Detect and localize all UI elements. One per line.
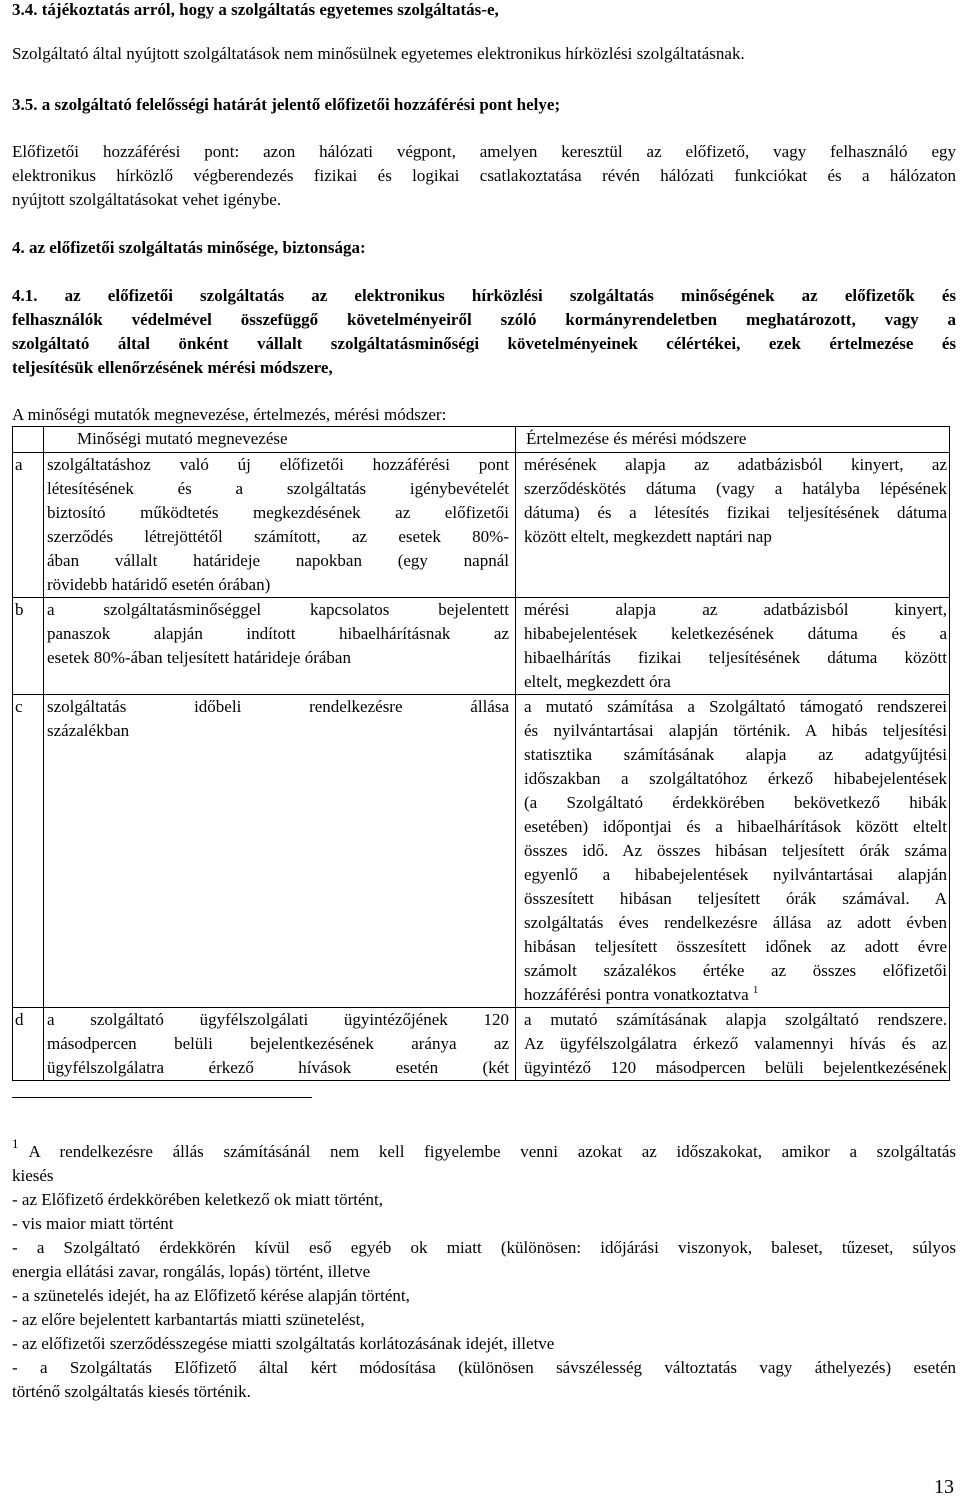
- footnote-line: - vis maior miatt történt: [12, 1214, 174, 1233]
- section-3-4-text: Szolgáltató által nyújtott szolgáltatások nem minősülnek egyetemes elektronikus hírközlési szolgáltatásnak.: [12, 44, 745, 63]
- footnote-separator: [12, 1097, 312, 1098]
- paragraph-line: szolgáltató által önként vállalt szolgáltatásminőségi követelményeinek célértékei, ezek értelmezése és: [12, 334, 956, 353]
- section-3-5-heading: 3.5. a szolgáltató felelősségi határát jelentő előfizetői hozzáférési pont helye;: [12, 95, 561, 114]
- section-4-1-paragraph: [12, 284, 956, 380]
- cell-line: esetek 80%-ában teljesített határideje órában: [47, 648, 351, 667]
- cell-line: biztosító működtetés megkezdésének az előfizetői: [47, 503, 509, 522]
- footnote-line: energia ellátási zavar, rongálás, lopás) történt, illetve: [12, 1262, 371, 1281]
- cell-line: (a Szolgáltató érdekkörében bekövetkező hibák: [524, 793, 947, 812]
- table-caption: A minőségi mutatók megnevezése, értelmezés, mérési módszer:: [12, 405, 447, 424]
- cell-line: esetében) időpontjai és a hibaelhárítások között eltelt: [524, 817, 947, 836]
- section-3-5-paragraph: [12, 140, 956, 212]
- cell-line: hibaelhárítás fizikai teljesítésének dátuma között: [524, 648, 947, 667]
- cell-line: másodpercen belüli bejelentkezésének aránya az: [47, 1034, 509, 1053]
- cell-line: százalékban: [47, 721, 130, 740]
- indicator-method-cell: [516, 453, 950, 598]
- footnote-mark: 1: [12, 1136, 19, 1151]
- paragraph-line: elektronikus hírközlő végberendezés fizikai és logikai csatlakoztatása révén hálózati funkciókat és a hálózaton: [12, 166, 956, 185]
- indicator-name-cell: [44, 695, 516, 1008]
- cell-line: hibabejelentések keletkezésének dátuma és a: [524, 624, 947, 643]
- paragraph-line: Előfizetői hozzáférési pont: azon hálózati végpont, amelyen keresztül az előfizető, vagy felhasználó egy: [12, 142, 956, 161]
- indicator-method-cell: [516, 695, 950, 1008]
- cell-line: szolgáltatáshoz való új előfizetői hozzáférési pont: [47, 455, 509, 474]
- table-row: [13, 453, 950, 598]
- table-header-row: [13, 427, 950, 453]
- paragraph-line: nyújtott szolgáltatásokat vehet igénybe.: [12, 190, 282, 209]
- row-letter: c: [13, 695, 44, 1008]
- table-row: [13, 598, 950, 695]
- cell-line: mérési alapja az adatbázisból kinyert,: [524, 600, 947, 619]
- indicator-method-cell: [516, 598, 950, 695]
- cell-line: egyenlő a hibabejelentések nyilvántartásai alapján: [524, 865, 947, 884]
- header-method-cell: Értelmezése és mérési módszere: [516, 427, 950, 453]
- cell-line: időszakban a szolgáltatóhoz érkező hibabejelentések: [524, 769, 947, 788]
- footnote-line: [12, 1136, 956, 1164]
- footnote-reference: 1: [752, 984, 759, 996]
- page-number: 13: [934, 1476, 954, 1498]
- cell-line: számolt százalékos értéke az összes előfizetői: [524, 961, 947, 980]
- row-letter: a: [13, 453, 44, 598]
- footnote-line: - a Szolgáltatás Előfizető által kért módosítása (különösen sávszélesség változtatás vagy áthelyezés) esetén: [12, 1358, 956, 1377]
- cell-line: Az ügyfélszolgálatra érkező valamennyi hívás és az: [524, 1034, 947, 1053]
- footnote-line: történő szolgáltatás kiesés történik.: [12, 1382, 251, 1401]
- cell-line: összes idő. Az összes hibásan teljesített órák száma: [524, 841, 947, 860]
- cell-line: létesítésének és a szolgáltatás igénybevételét: [47, 479, 509, 498]
- cell-line: és nyilvántartásai alapján történik. A hibás teljesítési: [524, 721, 947, 740]
- cell-line: a szolgáltató ügyfélszolgálati ügyintézőjének 120: [47, 1010, 509, 1029]
- footnote-line: - a Szolgáltató érdekkörén kívül eső egyéb ok miatt (különösen: időjárási viszonyok, baleset, tűzeset, súlyos: [12, 1238, 956, 1257]
- cell-line: rövidebb határidő esetén órában): [47, 575, 271, 594]
- footnote-line: - a szünetelés idejét, ha az Előfizető kérése alapján történt,: [12, 1286, 410, 1305]
- section-3-4-heading: 3.4. tájékoztatás arról, hogy a szolgáltatás egyetemes szolgáltatás-e,: [12, 0, 499, 19]
- cell-line: mérésének alapja az adatbázisból kinyert, az: [524, 455, 947, 474]
- footnote-line: - az előfizetői szerződésszegése miatti szolgáltatás korlátozásának idejét, illetve: [12, 1334, 555, 1353]
- quality-indicators-table: [12, 426, 950, 1081]
- indicator-name-cell: [44, 1008, 516, 1081]
- cell-line: szerződés létrejöttétől számított, az esetek 80%-: [47, 527, 509, 546]
- cell-line: között eltelt, megkezdett naptári nap: [524, 527, 772, 546]
- cell-line: eltelt, megkezdett óra: [524, 672, 671, 691]
- footnote-line: kiesés: [12, 1166, 54, 1185]
- cell-line: a szolgáltatásminőséggel kapcsolatos bejelentett: [47, 600, 509, 619]
- paragraph-line: felhasználók védelmével összefüggő követelményeiről szóló kormányrendeletben meghatározott, vagy a: [12, 310, 956, 329]
- cell-line: dátuma) és a létesítés fizikai teljesítésének dátuma: [524, 503, 947, 522]
- cell-line: panaszok alapján indított hibaelhárításnak az: [47, 624, 509, 643]
- cell-text: hozzáférési pontra vonatkoztatva: [524, 985, 749, 1004]
- indicator-method-cell: [516, 1008, 950, 1081]
- cell-line: a mutató számításának alapja szolgáltató rendszere.: [524, 1010, 947, 1029]
- footnote-line: - az Előfizető érdekkörében keletkező ok miatt történt,: [12, 1190, 384, 1209]
- cell-line: szerződéskötés dátuma (vagy a hatályba lépésének: [524, 479, 947, 498]
- header-name-cell: Minőségi mutató megnevezése: [44, 427, 516, 453]
- section-4-heading: 4. az előfizetői szolgáltatás minősége, biztonsága:: [12, 238, 366, 257]
- indicator-name-cell: [44, 453, 516, 598]
- cell-line: ügyfélszolgálatra érkező hívások esetén (két: [47, 1058, 509, 1077]
- header-letter-cell: [13, 427, 44, 453]
- cell-line: a mutató számítása a Szolgáltató támogató rendszerei: [524, 697, 947, 716]
- indicator-name-cell: [44, 598, 516, 695]
- row-letter: d: [13, 1008, 44, 1081]
- cell-line: ügyintéző 120 másodpercen belüli bejelentkezésének: [524, 1058, 947, 1077]
- cell-line: szolgáltatás éves rendelkezésre állása az adott évben: [524, 913, 947, 932]
- footnote-text: A rendelkezésre állás számításánál nem kell figyelembe venni azokat az időszakokat, amikor a szolgáltatás: [28, 1142, 956, 1161]
- table-row: [13, 695, 950, 1008]
- footnote: [12, 1136, 956, 1404]
- row-letter: b: [13, 598, 44, 695]
- footnote-line: - az előre bejelentett karbantartás miatti szünetelést,: [12, 1310, 365, 1329]
- cell-line: statisztika számításának alapja az adatgyűjtési: [524, 745, 947, 764]
- paragraph-line: teljesítésük ellenőrzésének mérési módszere,: [12, 358, 333, 377]
- cell-line: szolgáltatás időbeli rendelkezésre állása: [47, 697, 509, 716]
- cell-line: [524, 983, 947, 1007]
- paragraph-line: 4.1. az előfizetői szolgáltatás az elektronikus hírközlési szolgáltatás minőségének az előfizetők és: [12, 286, 956, 305]
- cell-line: hibásan teljesített összesített időnek az adott évre: [524, 937, 947, 956]
- table-row: [13, 1008, 950, 1081]
- cell-line: ában vállalt határideje napokban (egy napnál: [47, 551, 509, 570]
- cell-line: összesített hibásan teljesített órák számával. A: [524, 889, 947, 908]
